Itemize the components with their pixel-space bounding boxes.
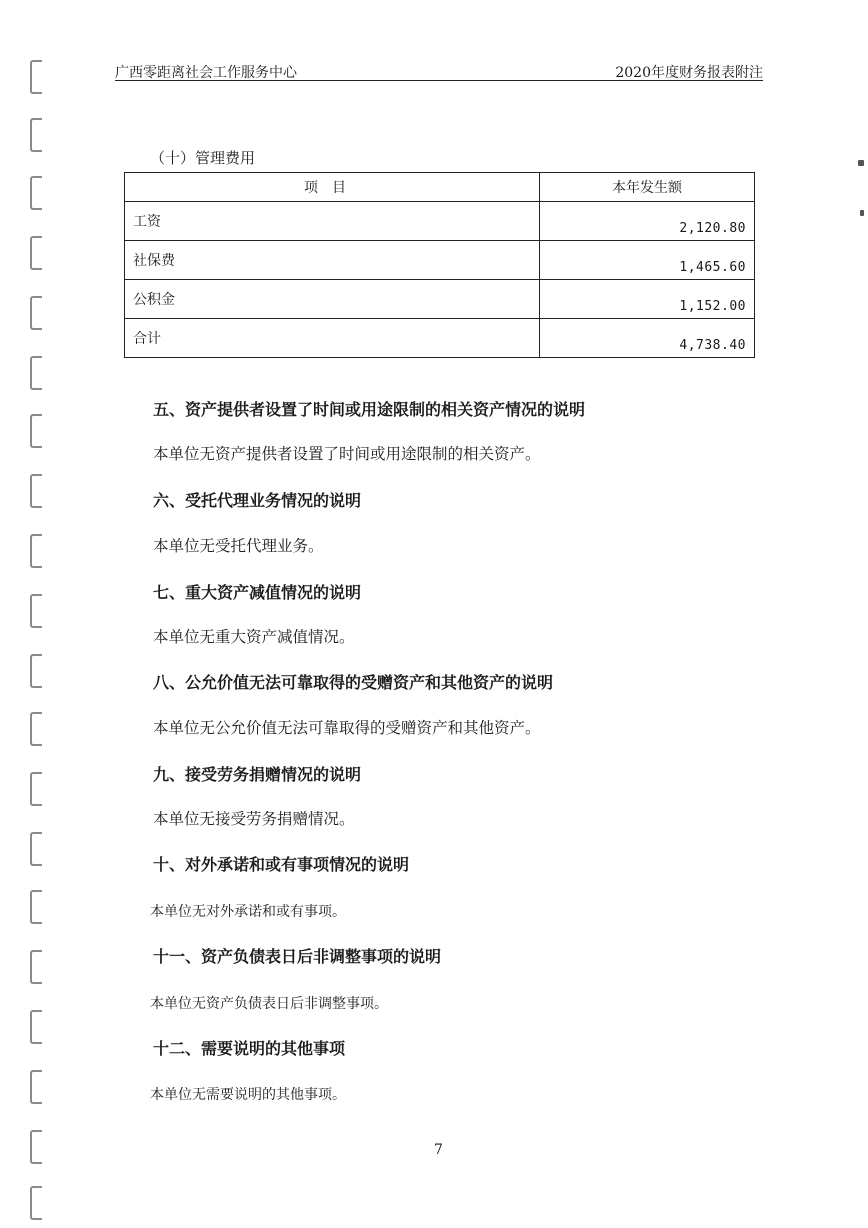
edge-mark <box>860 210 864 216</box>
table-header-row <box>125 173 755 202</box>
table-row <box>125 280 755 319</box>
binding-hole <box>30 950 42 984</box>
binding-hole <box>30 534 42 568</box>
section-heading: 九、接受劳务捐赠情况的说明 <box>153 765 362 784</box>
header-organization: 广西零距离社会工作服务中心 <box>115 65 297 81</box>
binding-hole <box>30 772 42 806</box>
binding-hole <box>30 296 42 330</box>
section-text: 本单位无资产负债表日后非调整事项。 <box>150 996 388 1012</box>
binding-hole <box>30 1070 42 1104</box>
section-text: 本单位无接受劳务捐赠情况。 <box>153 810 355 828</box>
table-total-row <box>125 319 755 358</box>
section-text: 本单位无对外承诺和或有事项。 <box>150 904 346 920</box>
binding-hole <box>30 356 42 390</box>
page-header <box>115 62 763 81</box>
binding-hole <box>30 594 42 628</box>
section-heading: 六、受托代理业务情况的说明 <box>153 491 362 510</box>
section-text: 本单位无需要说明的其他事项。 <box>150 1087 346 1103</box>
row-name: 工资 <box>125 202 540 241</box>
section-heading: 十一、资产负债表日后非调整事项的说明 <box>153 947 442 966</box>
section-heading: 十、对外承诺和或有事项情况的说明 <box>153 855 410 874</box>
table-row <box>125 202 755 241</box>
binding-hole <box>30 60 42 94</box>
row-amount: 2,120.80 <box>540 202 755 241</box>
binding-hole <box>30 712 42 746</box>
section-text: 本单位无受托代理业务。 <box>153 537 324 555</box>
section-heading: 七、重大资产减值情况的说明 <box>153 583 362 602</box>
binding-hole <box>30 1010 42 1044</box>
section-heading: 十二、需要说明的其他事项 <box>153 1039 346 1058</box>
binding-hole <box>30 414 42 448</box>
section-text: 本单位无公允价值无法可靠取得的受赠资产和其他资产。 <box>153 719 541 737</box>
edge-mark <box>858 160 864 166</box>
mgmt-fees-title: （十）管理费用 <box>150 149 256 167</box>
page-number: 7 <box>434 1142 443 1158</box>
section-heading: 五、资产提供者设置了时间或用途限制的相关资产情况的说明 <box>153 400 586 419</box>
row-amount: 4,738.40 <box>540 319 755 358</box>
column-header-amount: 本年发生额 <box>540 173 755 202</box>
binding-hole <box>30 236 42 270</box>
mgmt-fees-table <box>124 172 755 358</box>
row-name: 合计 <box>125 319 540 358</box>
binding-hole <box>30 474 42 508</box>
section-heading: 八、公允价值无法可靠取得的受赠资产和其他资产的说明 <box>153 673 554 692</box>
binding-hole <box>30 176 42 210</box>
column-header-item: 项目 <box>125 173 540 202</box>
header-document-title: 2020年度财务报表附注 <box>615 65 763 81</box>
row-amount: 1,465.60 <box>540 241 755 280</box>
binding-hole <box>30 832 42 866</box>
table-row <box>125 241 755 280</box>
binding-hole <box>30 654 42 688</box>
section-text: 本单位无重大资产减值情况。 <box>153 628 355 646</box>
section-text: 本单位无资产提供者设置了时间或用途限制的相关资产。 <box>153 445 541 463</box>
row-name: 社保费 <box>125 241 540 280</box>
binding-hole <box>30 1186 42 1220</box>
binding-hole <box>30 118 42 152</box>
row-amount: 1,152.00 <box>540 280 755 319</box>
binding-hole <box>30 890 42 924</box>
binding-hole <box>30 1130 42 1164</box>
row-name: 公积金 <box>125 280 540 319</box>
